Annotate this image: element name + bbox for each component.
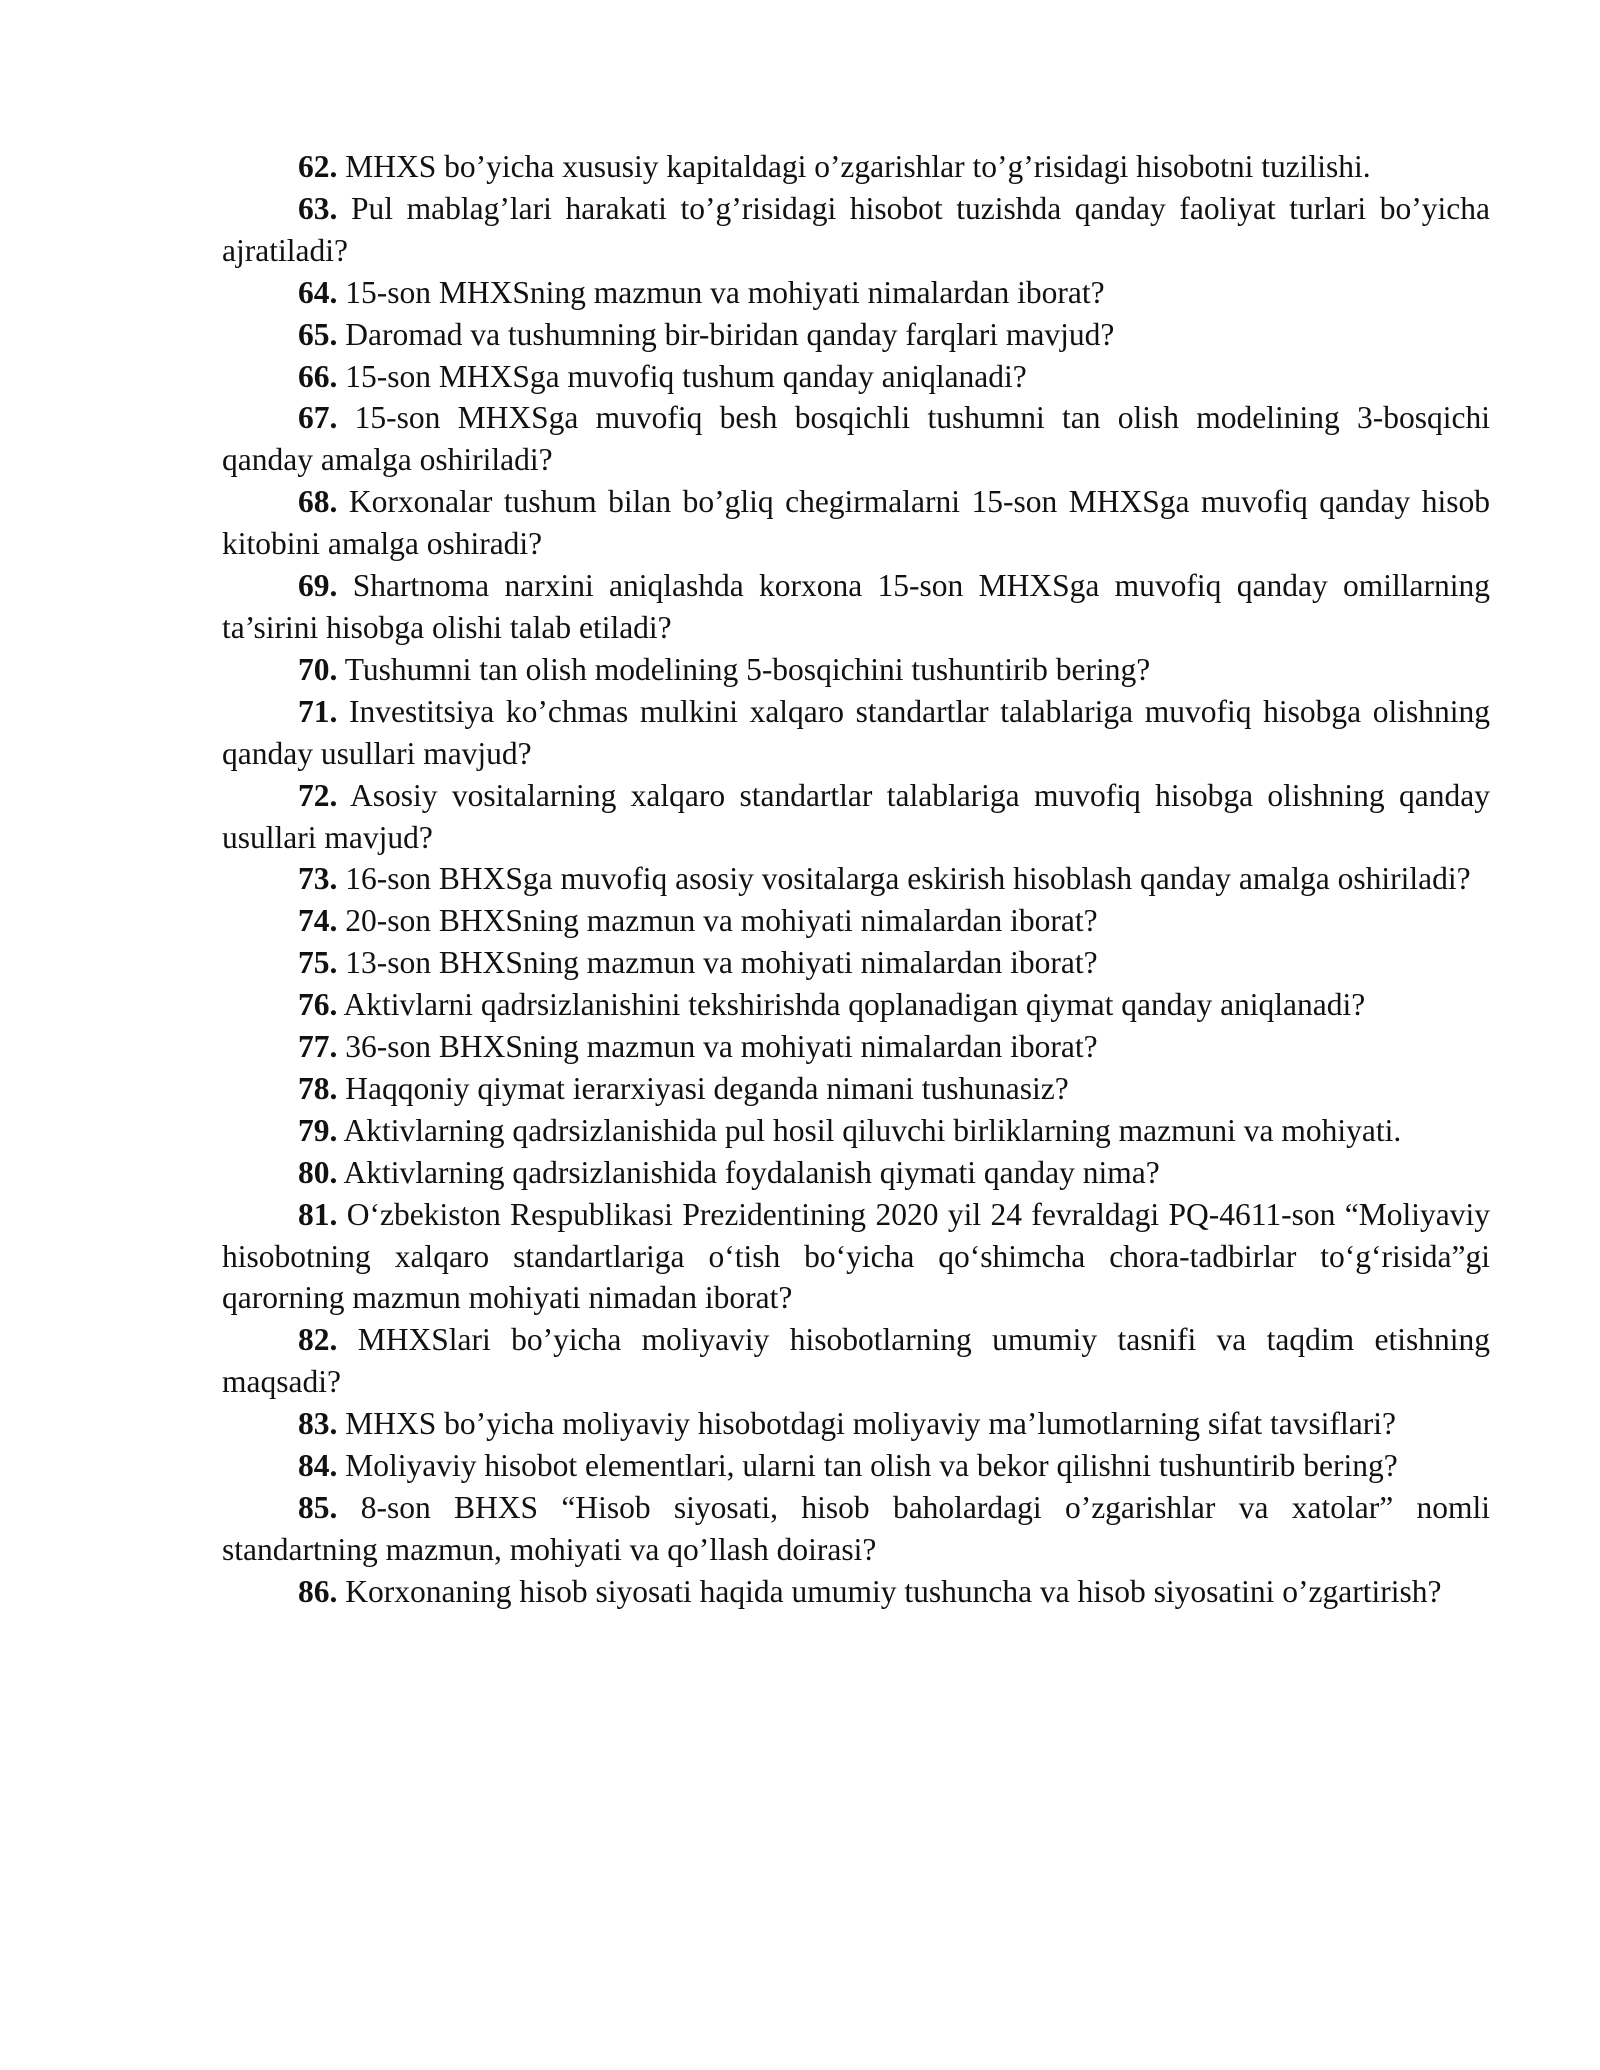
question-item xyxy=(222,314,1490,356)
question-number: 73. xyxy=(298,861,338,897)
question-number: 78. xyxy=(298,1070,338,1106)
question-number: 64. xyxy=(298,274,338,310)
question-text: Korxonaning hisob siyosati haqida umumiy tushuncha va hisob siyosatini o’zgartirish? xyxy=(345,1573,1442,1609)
question-number: 72. xyxy=(298,777,338,813)
question-item xyxy=(222,649,1490,691)
question-text: MHXS bo’yicha moliyaviy hisobotdagi moliyaviy ma’lumotlarning sifat tavsiflari? xyxy=(345,1406,1396,1442)
question-item xyxy=(222,146,1490,188)
question-text: Pul mablag’lari harakati to’g’risidagi hisobot tuzishda qanday faoliyat turlari bo’yicha ajratiladi? xyxy=(222,190,1490,268)
question-text: MHXS bo’yicha xususiy kapitaldagi o’zgarishlar to’g’risidagi hisobotni tuzilishi. xyxy=(345,149,1371,184)
question-number: 69. xyxy=(298,568,338,604)
question-number: 68. xyxy=(298,484,338,520)
question-number: 62. xyxy=(298,149,338,184)
question-text: 16-son BHXSga muvofiq asosiy vositalarga eskirish hisoblash qanday amalga oshiriladi? xyxy=(345,861,1471,897)
question-number: 83. xyxy=(298,1406,338,1442)
question-item xyxy=(222,691,1490,775)
question-text: Moliyaviy hisobot elementlari, ularni tan olish va bekor qilishni tushuntirib bering? xyxy=(345,1448,1398,1484)
question-text: 15-son MHXSga muvofiq besh bosqichli tushumni tan olish modelining 3-bosqichi qanday amalga oshiriladi? xyxy=(222,400,1490,478)
question-item xyxy=(222,356,1490,398)
question-item xyxy=(222,1403,1490,1445)
question-number: 65. xyxy=(298,316,338,352)
question-item xyxy=(222,188,1490,272)
question-item xyxy=(222,1068,1490,1110)
question-number: 84. xyxy=(298,1448,338,1484)
question-text: 13-son BHXSning mazmun va mohiyati nimalardan iborat? xyxy=(345,945,1098,981)
question-text: Aktivlarning qadrsizlanishida foydalanish qiymati qanday nima? xyxy=(343,1154,1160,1190)
question-item xyxy=(222,942,1490,984)
question-item xyxy=(222,1487,1490,1571)
question-text: Asosiy vositalarning xalqaro standartlar talablariga muvofiq hisobga olishning qanday usullari mavjud? xyxy=(222,777,1490,855)
question-text: Haqqoniy qiymat ierarxiyasi deganda nimani tushunasiz? xyxy=(345,1070,1069,1106)
question-item xyxy=(222,397,1490,481)
question-item xyxy=(222,1319,1490,1403)
question-number: 75. xyxy=(298,945,338,981)
question-text: 15-son MHXSning mazmun va mohiyati nimalardan iborat? xyxy=(345,274,1105,310)
question-text: O‘zbekiston Respublikasi Prezidentining 2020 yil 24 fevraldagi PQ-4611-son “Moliyaviy hisobotning xalqaro standartlariga o‘tish bo‘yicha qo‘shimcha chora-tadbirlar to‘g‘risida”gi qarorning mazmun mohiyati nimadan iborat? xyxy=(222,1196,1490,1316)
question-item xyxy=(222,481,1490,565)
question-number: 66. xyxy=(298,358,338,394)
question-list xyxy=(222,146,1490,1613)
question-item xyxy=(222,1445,1490,1487)
question-text: Korxonalar tushum bilan bo’gliq chegirmalarni 15-son MHXSga muvofiq qanday hisob kitobini amalga oshiradi? xyxy=(222,484,1491,562)
question-text: Aktivlarning qadrsizlanishida pul hosil qiluvchi birliklarning mazmuni va mohiyati. xyxy=(343,1112,1402,1148)
question-item xyxy=(222,565,1490,649)
question-text: 15-son MHXSga muvofiq tushum qanday aniqlanadi? xyxy=(345,358,1027,394)
question-item xyxy=(222,1194,1490,1320)
question-number: 85. xyxy=(298,1490,338,1525)
question-text: 20-son BHXSning mazmun va mohiyati nimalardan iborat? xyxy=(345,903,1098,939)
question-number: 86. xyxy=(298,1573,338,1609)
question-item xyxy=(222,1110,1490,1152)
question-number: 63. xyxy=(298,190,338,226)
question-item xyxy=(222,984,1490,1026)
question-number: 74. xyxy=(298,903,338,939)
question-text: Shartnoma narxini aniqlashda korxona 15-son MHXSga muvofiq qanday omillarning ta’sirini hisobga olishi talab etiladi? xyxy=(222,568,1490,645)
question-number: 76. xyxy=(298,987,338,1023)
question-number: 71. xyxy=(298,693,338,729)
question-text: Tushumni tan olish modelining 5-bosqichini tushuntirib bering? xyxy=(344,651,1151,687)
question-item xyxy=(222,272,1490,314)
question-number: 81. xyxy=(298,1196,338,1232)
question-number: 77. xyxy=(298,1029,338,1065)
question-item xyxy=(222,775,1490,859)
question-number: 67. xyxy=(298,400,338,436)
question-text: 36-son BHXSning mazmun va mohiyati nimalardan iborat? xyxy=(345,1029,1098,1065)
question-number: 80. xyxy=(298,1154,338,1190)
question-number: 82. xyxy=(298,1322,338,1358)
question-number: 70. xyxy=(298,651,338,687)
question-item xyxy=(222,858,1490,900)
question-text: 8-son BHXS “Hisob siyosati, hisob baholardagi o’zgarishlar va xatolar” nomli standartning mazmun, mohiyati va qo’llash doirasi? xyxy=(222,1490,1491,1567)
question-text: Daromad va tushumning bir-biridan qanday farqlari mavjud? xyxy=(345,316,1115,352)
question-item xyxy=(222,1571,1490,1613)
question-item xyxy=(222,1026,1490,1068)
question-text: Aktivlarni qadrsizlanishini tekshirishda qoplanadigan qiymat qanday aniqlanadi? xyxy=(343,987,1366,1023)
question-number: 79. xyxy=(298,1112,338,1148)
question-text: Investitsiya ko’chmas mulkini xalqaro standartlar talablariga muvofiq hisobga olishning qanday usullari mavjud? xyxy=(222,693,1490,771)
question-item xyxy=(222,900,1490,942)
question-item xyxy=(222,1152,1490,1194)
question-text: MHXSlari bo’yicha moliyaviy hisobotlarning umumiy tasnifi va taqdim etishning maqsadi? xyxy=(222,1322,1490,1400)
